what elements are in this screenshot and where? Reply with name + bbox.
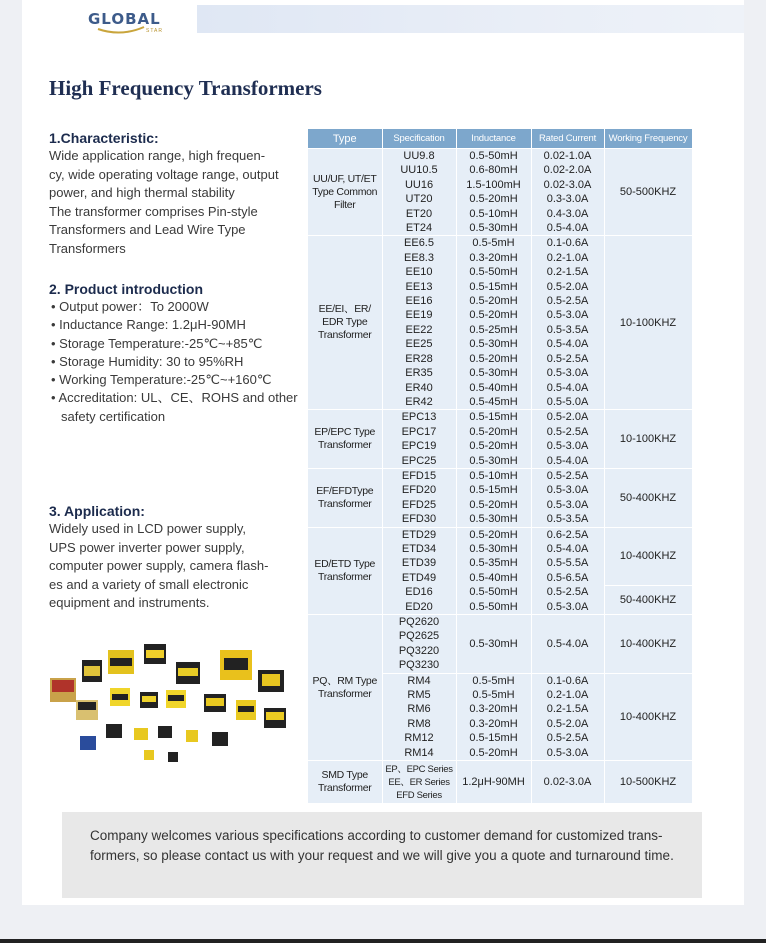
- table-row: [308, 149, 692, 164]
- application-section: [49, 503, 299, 613]
- spec-line: EFD Series: [396, 789, 442, 801]
- inductance-cell: 0.5-15mH: [456, 280, 531, 294]
- inductance-cell: 0.5-30mH: [456, 337, 531, 351]
- product-intro-item: • Inductance Range: 1.2μH-90MH: [49, 316, 299, 334]
- inductance-cell: 0.5-50mH: [456, 149, 531, 164]
- inductance-cell: 0.5-20mH: [456, 746, 531, 761]
- application-line: UPS power inverter power supply,: [49, 539, 245, 555]
- spec-cell: RM5: [382, 688, 456, 702]
- current-cell: 0.1-0.6A: [531, 673, 604, 688]
- characteristic-heading: 1.Characteristic:: [49, 130, 159, 146]
- table-row: [308, 761, 692, 804]
- type-cell: EE/EI、ER/ EDR Type Transformer: [308, 236, 382, 410]
- inductance-cell: 0.5-50mH: [456, 585, 531, 599]
- notice-box: [62, 812, 702, 898]
- spec-cell: RM8: [382, 717, 456, 731]
- current-cell: 0.02-3.0A: [531, 178, 604, 192]
- frequency-cell: 10-400KHZ: [604, 673, 692, 760]
- spec-cell: ETD39: [382, 556, 456, 570]
- transformer-products-image: [36, 640, 316, 770]
- spec-cell: EFD15: [382, 468, 456, 483]
- inductance-cell: 0.5-10mH: [456, 207, 531, 221]
- type-cell: SMD Type Transformer: [308, 761, 382, 804]
- inductance-cell: 0.5-15mH: [456, 731, 531, 745]
- inductance-cell: 0.5-5mH: [456, 673, 531, 688]
- characteristic-line: Transformers: [49, 240, 126, 256]
- inductance-cell: 0.5-50mH: [456, 265, 531, 279]
- characteristic-section: [49, 130, 299, 258]
- spec-cell: ETD29: [382, 527, 456, 542]
- application-line: es and a variety of small electronic: [49, 576, 249, 592]
- spec-cell: PQ2625: [382, 629, 456, 643]
- frequency-cell: 10-400KHZ: [604, 615, 692, 674]
- current-cell: 0.5-4.0A: [531, 542, 604, 556]
- spec-cell: UU9.8: [382, 149, 456, 164]
- spec-line: EE、ER Series: [388, 776, 450, 788]
- product-intro-section: [49, 281, 299, 426]
- header-band: [197, 5, 744, 33]
- page-title: High Frequency Transformers: [49, 76, 322, 100]
- spec-cell: EFD30: [382, 512, 456, 527]
- spec-cell: ET20: [382, 207, 456, 221]
- spec-cell: UT20: [382, 192, 456, 206]
- inductance-cell: 1.5-100mH: [456, 178, 531, 192]
- column-header: Type: [308, 129, 382, 149]
- spec-cell: ET24: [382, 221, 456, 236]
- spec-cell: EE10: [382, 265, 456, 279]
- inductance-cell: 0.5-20mH: [456, 527, 531, 542]
- current-cell: 0.5-5.5A: [531, 556, 604, 570]
- inductance-cell: 0.5-25mH: [456, 323, 531, 337]
- current-cell: 0.2-1.5A: [531, 265, 604, 279]
- product-intro-item: • Storage Humidity: 30 to 95%RH: [49, 353, 299, 371]
- type-cell: EF/EFDType Transformer: [308, 468, 382, 527]
- frequency-cell: 50-400KHZ: [604, 585, 692, 614]
- current-cell: 0.5-3.5A: [531, 512, 604, 527]
- current-cell: 0.5-3.5A: [531, 323, 604, 337]
- spec-cell: ED20: [382, 600, 456, 615]
- inductance-cell: 0.3-20mH: [456, 702, 531, 716]
- inductance-cell: 0.5-20mH: [456, 294, 531, 308]
- spec-table-header: [308, 129, 692, 149]
- spec-cell: EPC17: [382, 425, 456, 439]
- current-cell: 0.5-5.0A: [531, 395, 604, 410]
- inductance-cell: 0.6-80mH: [456, 163, 531, 177]
- current-cell: 0.02-1.0A: [531, 149, 604, 164]
- inductance-cell: 0.5-20mH: [456, 425, 531, 439]
- frequency-cell: 50-500KHZ: [604, 149, 692, 236]
- inductance-cell: 0.5-5mH: [456, 688, 531, 702]
- inductance-cell: 1.2μH-90MH: [456, 761, 531, 804]
- inductance-cell: 0.5-50mH: [456, 600, 531, 615]
- current-cell: 0.5-3.0A: [531, 366, 604, 380]
- column-header: Rated Current: [531, 129, 604, 149]
- spec-cell: RM4: [382, 673, 456, 688]
- frequency-cell: 10-100KHZ: [604, 410, 692, 469]
- inductance-cell: 0.5-30mH: [456, 512, 531, 527]
- current-cell: 0.5-2.5A: [531, 585, 604, 599]
- spec-table: [308, 129, 693, 803]
- inductance-cell: 0.5-20mH: [456, 352, 531, 366]
- table-row: [308, 615, 692, 630]
- spec-cell: EE6.5: [382, 236, 456, 251]
- current-cell: 0.5-2.5A: [531, 352, 604, 366]
- inductance-cell: 0.5-30mH: [456, 454, 531, 469]
- product-intro-list: [49, 298, 299, 426]
- spec-cell: ETD34: [382, 542, 456, 556]
- current-cell: 0.5-2.0A: [531, 717, 604, 731]
- product-intro-item: • Accreditation: UL、CE、ROHS and other safety certification: [49, 389, 299, 426]
- characteristic-line: Wide application range, high frequen-: [49, 148, 266, 163]
- current-cell: 0.5-3.0A: [531, 483, 604, 497]
- inductance-cell: 0.5-30mH: [456, 615, 531, 674]
- inductance-cell: 0.5-20mH: [456, 192, 531, 206]
- characteristic-line: The transformer comprises Pin-style: [49, 203, 258, 219]
- spec-cell: ER35: [382, 366, 456, 380]
- current-cell: 0.4-3.0A: [531, 207, 604, 221]
- company-logo[interactable]: [88, 8, 178, 38]
- spec-cell: EPC13: [382, 410, 456, 425]
- inductance-cell: 0.5-15mH: [456, 410, 531, 425]
- spec-cell: EE19: [382, 308, 456, 322]
- spec-cell: RM6: [382, 702, 456, 716]
- spec-cell: PQ3230: [382, 658, 456, 673]
- product-group: [50, 644, 286, 762]
- current-cell: 0.5-3.0A: [531, 746, 604, 761]
- spec-cell: PQ2620: [382, 615, 456, 630]
- inductance-cell: 0.3-20mH: [456, 251, 531, 265]
- table-row: [308, 527, 692, 542]
- current-cell: 0.2-1.5A: [531, 702, 604, 716]
- spec-cell: PQ3220: [382, 644, 456, 658]
- current-cell: 0.1-0.6A: [531, 236, 604, 251]
- current-cell: 0.5-3.0A: [531, 439, 604, 453]
- frequency-cell: 10-100KHZ: [604, 236, 692, 410]
- application-line: computer power supply, camera flash-: [49, 558, 269, 573]
- current-cell: 0.02-3.0A: [531, 761, 604, 804]
- spec-cell: EE16: [382, 294, 456, 308]
- current-cell: 0.2-1.0A: [531, 251, 604, 265]
- column-header: Specification: [382, 129, 456, 149]
- type-cell: PQ、RM Type Transformer: [308, 615, 382, 761]
- inductance-cell: 0.5-30mH: [456, 221, 531, 236]
- current-cell: 0.5-2.5A: [531, 731, 604, 745]
- characteristic-line: Transformers and Lead Wire Type: [49, 222, 246, 237]
- spec-cell: RM12: [382, 731, 456, 745]
- inductance-cell: 0.5-45mH: [456, 395, 531, 410]
- spec-cell: ER40: [382, 381, 456, 395]
- inductance-cell: 0.5-15mH: [456, 483, 531, 497]
- spec-cell: EE22: [382, 323, 456, 337]
- type-cell: UU/UF, UT/ET Type Common Filter: [308, 149, 382, 236]
- spec-line: EP、EPC Series: [385, 763, 453, 775]
- frequency-cell: 10-500KHZ: [604, 761, 692, 804]
- spec-cell: EFD25: [382, 498, 456, 512]
- spec-cell: UU16: [382, 178, 456, 192]
- notice-text: Company welcomes various specifications according to customer demand for customized trans-formers, so please contact us with your request and we will give you a quote and turnaround time.: [90, 828, 674, 863]
- table-row: [308, 236, 692, 251]
- application-line: equipment and instruments.: [49, 595, 210, 610]
- characteristic-text: [49, 147, 299, 258]
- current-cell: 0.5-6.5A: [531, 571, 604, 585]
- current-cell: 0.5-4.0A: [531, 221, 604, 236]
- application-line: Widely used in LCD power supply,: [49, 521, 247, 536]
- current-cell: 0.5-3.0A: [531, 308, 604, 322]
- spec-cell: ETD49: [382, 571, 456, 585]
- spec-cell: UU10.5: [382, 163, 456, 177]
- spec-table-body: [308, 149, 692, 804]
- current-cell: 0.5-4.0A: [531, 454, 604, 469]
- product-intro-item: • Output power：To 2000W: [49, 298, 299, 316]
- inductance-cell: 0.5-35mH: [456, 556, 531, 570]
- type-cell: EP/EPC Type Transformer: [308, 410, 382, 469]
- logo-name: GLOBAL: [88, 10, 161, 28]
- current-cell: 0.5-4.0A: [531, 615, 604, 674]
- inductance-cell: 0.5-20mH: [456, 498, 531, 512]
- inductance-cell: 0.5-5mH: [456, 236, 531, 251]
- spec-cell: ED16: [382, 585, 456, 599]
- spec-cell: EE13: [382, 280, 456, 294]
- current-cell: 0.5-2.0A: [531, 410, 604, 425]
- bottom-border: [0, 939, 766, 943]
- spec-cell: EPC25: [382, 454, 456, 469]
- current-cell: 0.5-4.0A: [531, 381, 604, 395]
- application-text: [49, 520, 299, 613]
- spec-cell: EPC19: [382, 439, 456, 453]
- inductance-cell: 0.5-20mH: [456, 439, 531, 453]
- frequency-cell: 10-400KHZ: [604, 527, 692, 585]
- inductance-cell: 0.5-30mH: [456, 366, 531, 380]
- product-intro-item: • Storage Temperature:-25℃~+85℃: [49, 335, 299, 353]
- type-cell: ED/ETD Type Transformer: [308, 527, 382, 614]
- application-heading: 3. Application:: [49, 503, 145, 519]
- inductance-cell: 0.5-10mH: [456, 468, 531, 483]
- current-cell: 0.5-4.0A: [531, 337, 604, 351]
- characteristic-line: cy, wide operating voltage range, output: [49, 166, 279, 182]
- spec-cell: EE8.3: [382, 251, 456, 265]
- inductance-cell: 0.5-40mH: [456, 381, 531, 395]
- current-cell: 0.02-2.0A: [531, 163, 604, 177]
- inductance-cell: 0.5-40mH: [456, 571, 531, 585]
- current-cell: 0.5-2.5A: [531, 294, 604, 308]
- inductance-cell: 0.5-30mH: [456, 542, 531, 556]
- inductance-cell: 0.5-20mH: [456, 308, 531, 322]
- current-cell: 0.2-1.0A: [531, 688, 604, 702]
- table-row: [308, 468, 692, 483]
- spec-cell: ER28: [382, 352, 456, 366]
- current-cell: 0.3-3.0A: [531, 192, 604, 206]
- spec-cell: EE25: [382, 337, 456, 351]
- logo-subtitle: STAR: [146, 28, 163, 34]
- frequency-cell: 50-400KHZ: [604, 468, 692, 527]
- column-header: Inductance: [456, 129, 531, 149]
- product-intro-heading: 2. Product introduction: [49, 281, 203, 297]
- table-row: [308, 410, 692, 425]
- characteristic-line: power, and high thermal stability: [49, 185, 235, 200]
- inductance-cell: 0.3-20mH: [456, 717, 531, 731]
- spec-cell: ER42: [382, 395, 456, 410]
- catalog-page: [22, 0, 744, 905]
- current-cell: 0.5-2.0A: [531, 280, 604, 294]
- spec-cell: EFD20: [382, 483, 456, 497]
- current-cell: 0.5-2.5A: [531, 468, 604, 483]
- spec-cell: [382, 761, 456, 804]
- current-cell: 0.5-3.0A: [531, 498, 604, 512]
- current-cell: 0.5-2.5A: [531, 425, 604, 439]
- current-cell: 0.6-2.5A: [531, 527, 604, 542]
- spec-cell: RM14: [382, 746, 456, 761]
- product-intro-item: • Working Temperature:-25℃~+160℃: [49, 371, 299, 389]
- current-cell: 0.5-3.0A: [531, 600, 604, 615]
- column-header: Working Frequency: [604, 129, 692, 149]
